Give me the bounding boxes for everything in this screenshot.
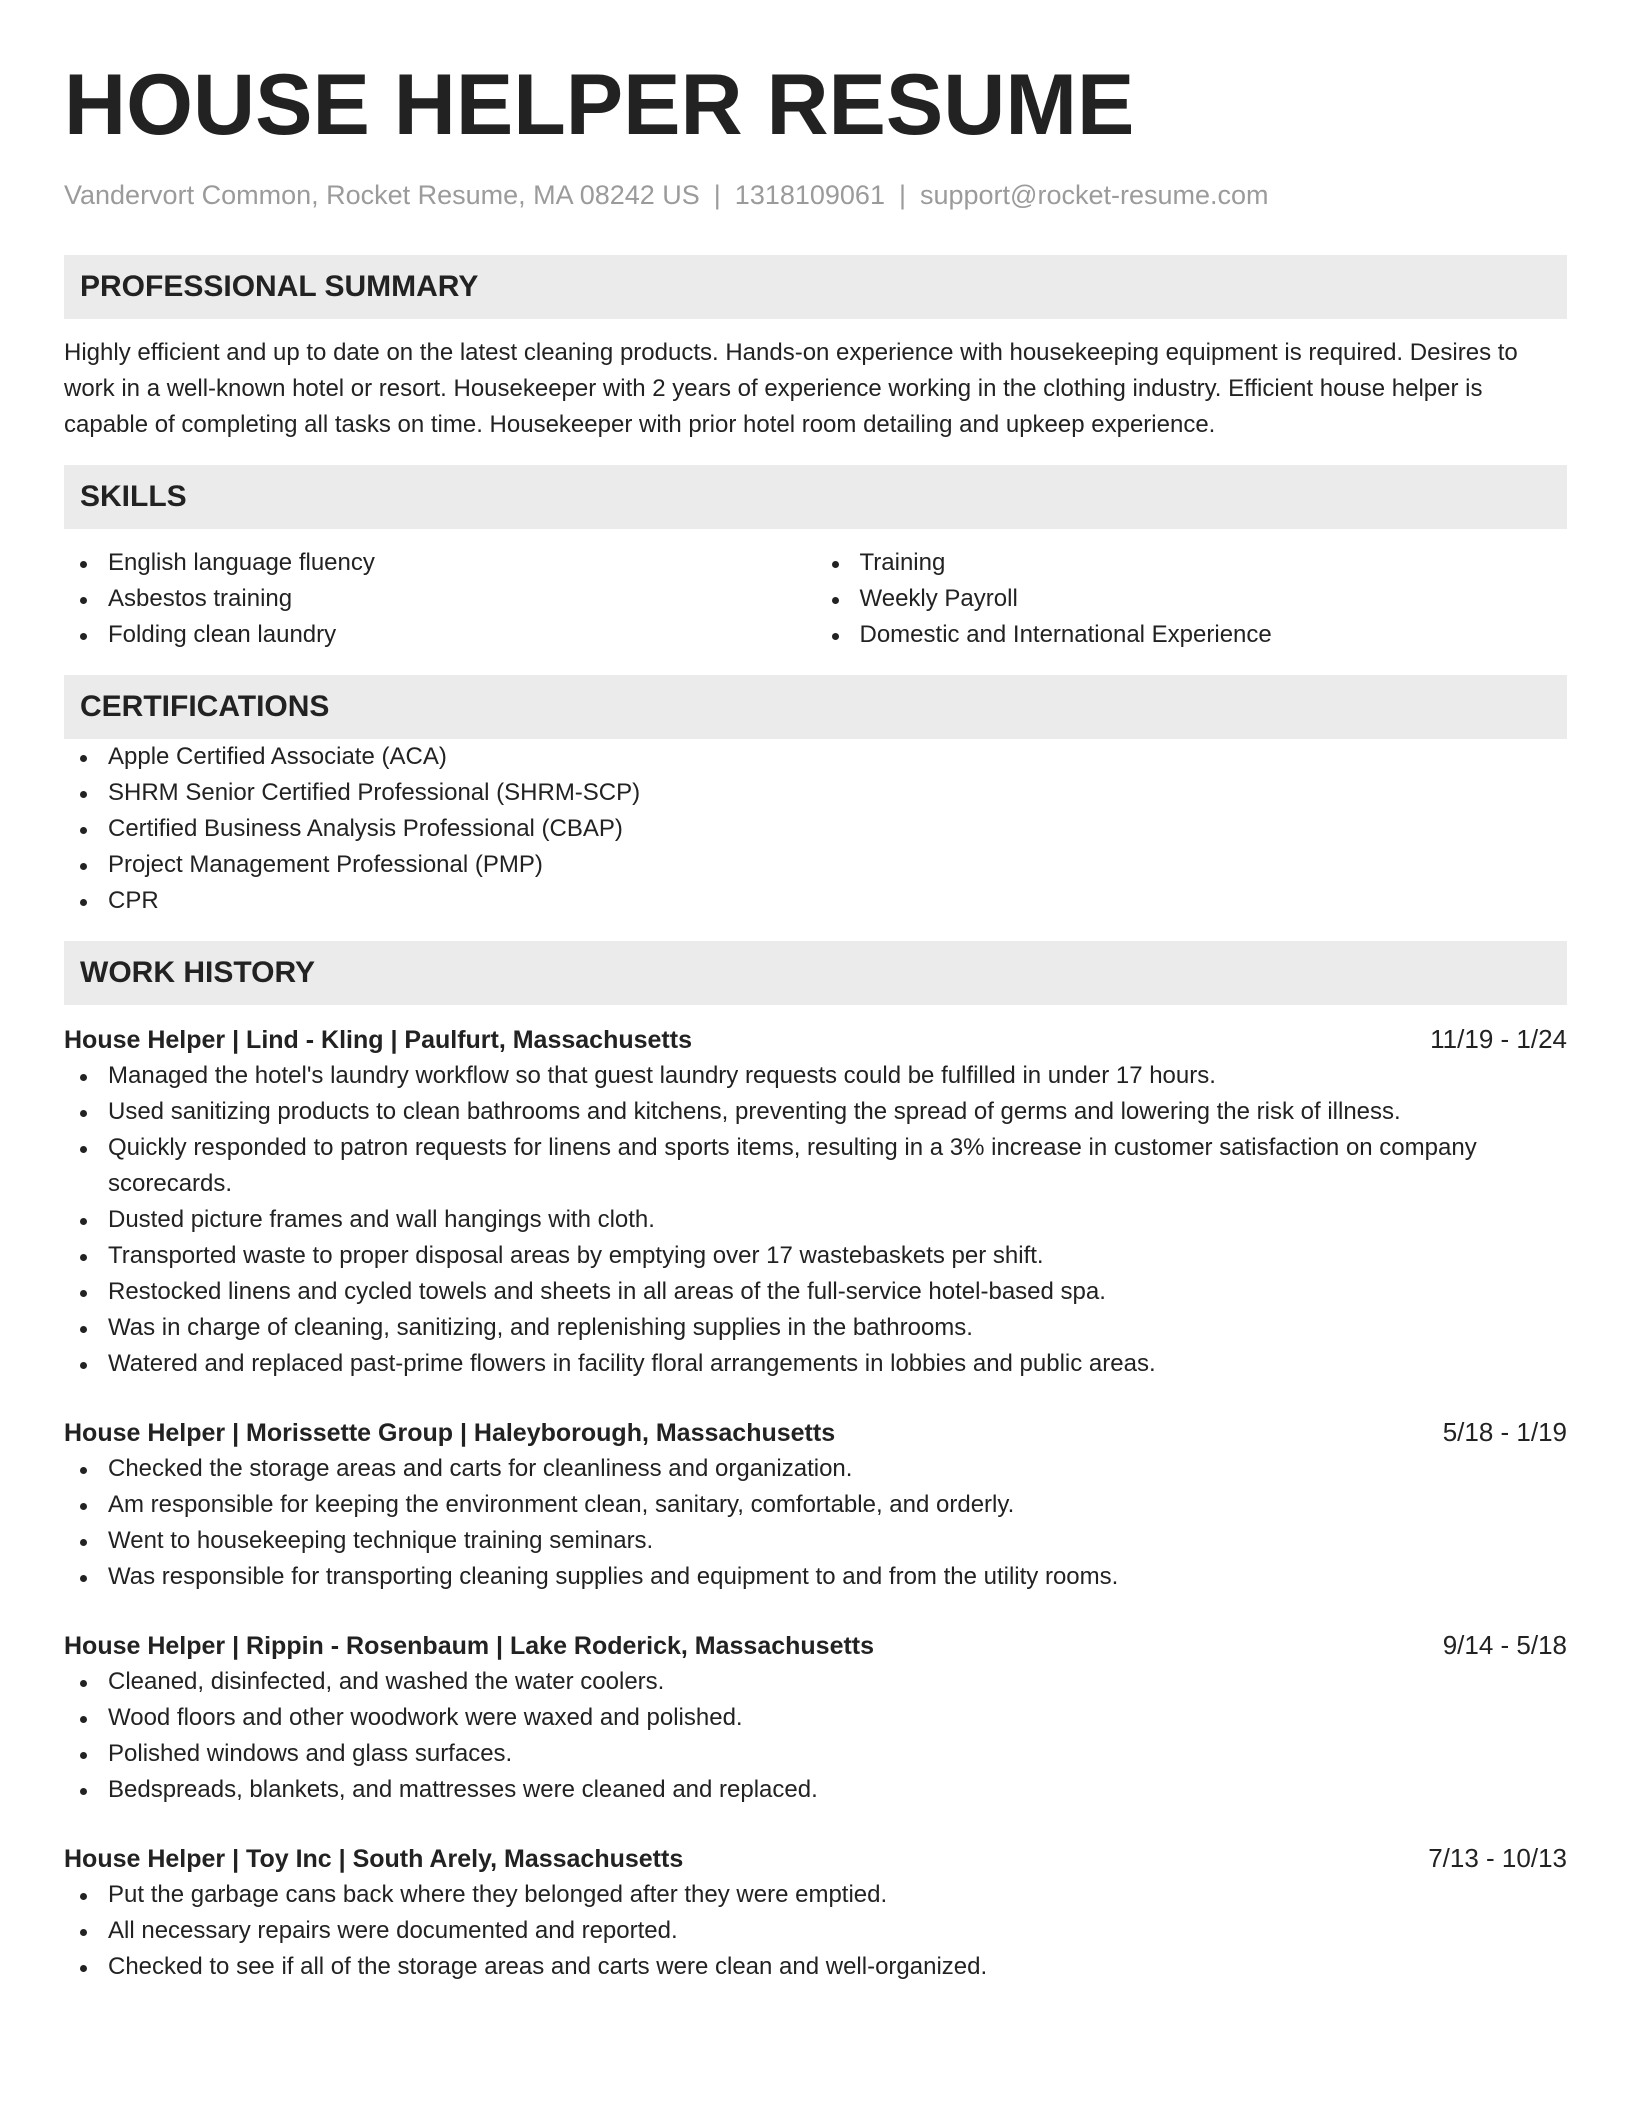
skill-item: Domestic and International Experience (816, 617, 1568, 653)
contact-phone: 1318109061 (734, 180, 885, 210)
job-bullet: Went to housekeeping technique training seminars. (64, 1523, 1567, 1559)
job-bullet: Checked to see if all of the storage areas and carts were clean and well-organized. (64, 1949, 1567, 1985)
contact-email: support@rocket-resume.com (919, 180, 1269, 210)
job-dates: 5/18 - 1/19 (1442, 1417, 1567, 1447)
job-bullets (64, 1664, 1567, 1808)
job-bullet: All necessary repairs were documented and reported. (64, 1913, 1567, 1949)
certification-item: Project Management Professional (PMP) (64, 847, 1567, 883)
job-bullet: Cleaned, disinfected, and washed the water coolers. (64, 1664, 1567, 1700)
job-bullet: Was responsible for transporting cleaning supplies and equipment to and from the utility rooms. (64, 1559, 1567, 1595)
job-bullet: Watered and replaced past-prime flowers in facility floral arrangements in lobbies and public areas. (64, 1346, 1567, 1382)
skill-item: Training (816, 545, 1568, 581)
job-bullet: Put the garbage cans back where they belonged after they were emptied. (64, 1877, 1567, 1913)
job-bullet: Wood floors and other woodwork were waxed and polished. (64, 1700, 1567, 1736)
job-title: House Helper | Morissette Group | Haleyborough, Massachusetts (64, 1419, 836, 1447)
section-heading-work-history: WORK HISTORY (64, 941, 1567, 1005)
job-header (64, 1414, 1567, 1451)
skill-item: Asbestos training (64, 581, 816, 617)
section-heading-skills: SKILLS (64, 465, 1567, 529)
summary-text: Highly efficient and up to date on the latest cleaning products. Hands-on experience with housekeeping equipment is required. Desires to work in a well-known hotel or resort. Housekeeper with 2 years of experience working in the clothing industry. Efficient house helper is capable of completing all tasks on time. Housekeeper with prior hotel room detailing and upkeep experience. (64, 339, 1518, 438)
contact-address: Vandervort Common, Rocket Resume, MA 08242 US (64, 180, 700, 210)
skills-list-left (64, 545, 816, 653)
resume-page (64, 0, 1567, 1985)
job-bullet: Dusted picture frames and wall hangings with cloth. (64, 1202, 1567, 1238)
job-entry (64, 1021, 1567, 1382)
job-dates: 9/14 - 5/18 (1442, 1630, 1567, 1660)
job-bullet: Am responsible for keeping the environment clean, sanitary, comfortable, and orderly. (64, 1487, 1567, 1523)
job-title: House Helper | Rippin - Rosenbaum | Lake Roderick, Massachusetts (64, 1632, 875, 1660)
contact-separator: | (713, 180, 721, 210)
job-header (64, 1021, 1567, 1058)
job-title: House Helper | Lind - Kling | Paulfurt, Massachusetts (64, 1026, 692, 1054)
job-bullet: Checked the storage areas and carts for cleanliness and organization. (64, 1451, 1567, 1487)
section-heading-certifications: CERTIFICATIONS (64, 675, 1567, 739)
job-header (64, 1627, 1567, 1664)
certification-item: Apple Certified Associate (ACA) (64, 739, 1567, 775)
resume-title: HOUSE HELPER RESUME (64, 57, 1135, 153)
job-bullet: Quickly responded to patron requests for linens and sports items, resulting in a 3% increase in customer satisfaction on company scorecards. (64, 1130, 1567, 1202)
skills-list-right (816, 545, 1568, 653)
skill-item: English language fluency (64, 545, 816, 581)
job-entry (64, 1840, 1567, 1985)
certification-item: Certified Business Analysis Professional (CBAP) (64, 811, 1567, 847)
contact-separator: | (898, 180, 906, 210)
certification-item: SHRM Senior Certified Professional (SHRM-SCP) (64, 775, 1567, 811)
skill-item: Weekly Payroll (816, 581, 1568, 617)
job-bullet: Used sanitizing products to clean bathrooms and kitchens, preventing the spread of germs and lowering the risk of illness. (64, 1094, 1567, 1130)
job-title: House Helper | Toy Inc | South Arely, Massachusetts (64, 1845, 684, 1873)
job-bullet: Was in charge of cleaning, sanitizing, and replenishing supplies in the bathrooms. (64, 1310, 1567, 1346)
skill-item: Folding clean laundry (64, 617, 816, 653)
job-entry (64, 1627, 1567, 1808)
skills-grid (64, 545, 1567, 653)
job-bullet: Polished windows and glass surfaces. (64, 1736, 1567, 1772)
job-bullets (64, 1451, 1567, 1595)
job-bullet: Bedspreads, blankets, and mattresses were cleaned and replaced. (64, 1772, 1567, 1808)
job-bullet: Managed the hotel's laundry workflow so that guest laundry requests could be fulfilled in under 17 hours. (64, 1058, 1567, 1094)
job-bullet: Transported waste to proper disposal areas by emptying over 17 wastebaskets per shift. (64, 1238, 1567, 1274)
section-heading-summary: PROFESSIONAL SUMMARY (64, 255, 1567, 319)
job-bullet: Restocked linens and cycled towels and sheets in all areas of the full-service hotel-based spa. (64, 1274, 1567, 1310)
contact-line (64, 177, 1567, 213)
job-bullets (64, 1058, 1567, 1382)
job-bullets (64, 1877, 1567, 1985)
job-dates: 11/19 - 1/24 (1430, 1024, 1567, 1054)
job-header (64, 1840, 1567, 1877)
job-dates: 7/13 - 10/13 (1428, 1843, 1567, 1873)
certification-item: CPR (64, 883, 1567, 919)
certifications-list (64, 739, 1567, 919)
job-entry (64, 1414, 1567, 1595)
